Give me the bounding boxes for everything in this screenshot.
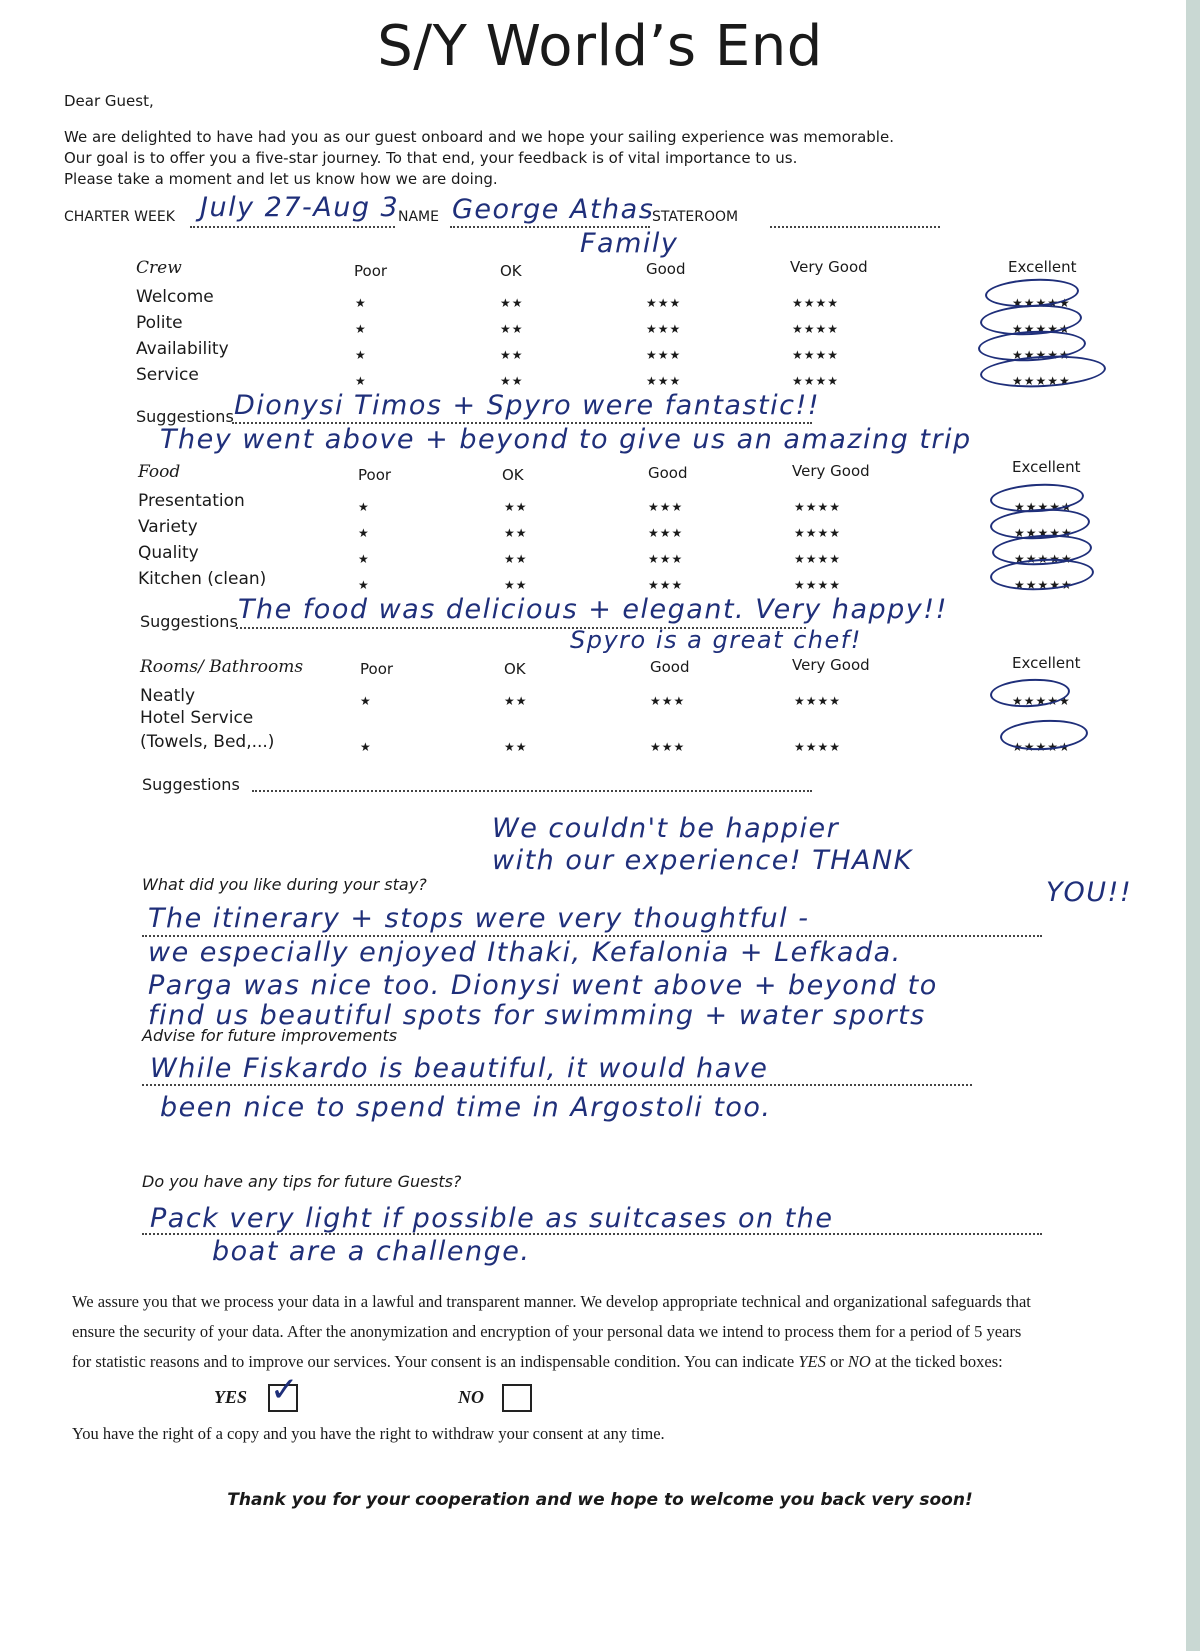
crew-row-4-poor-stars[interactable]: ★ bbox=[355, 374, 367, 388]
food-row-2-poor-stars[interactable]: ★ bbox=[358, 526, 370, 540]
rooms-col-excellent: Excellent bbox=[1012, 654, 1081, 672]
food-item-kitchen: Kitchen (clean) bbox=[138, 569, 267, 589]
name-label: NAME bbox=[398, 209, 439, 225]
consent-line-1: We assure you that we process your data in a lawful and transparent manner. We develop appropriate technical and organizational safeguards that bbox=[72, 1292, 1031, 1311]
stateroom-line[interactable] bbox=[770, 226, 940, 228]
food-col-ok: OK bbox=[502, 466, 524, 484]
food-suggestion-1[interactable]: The food was delicious + elegant. Very happy!! bbox=[238, 594, 948, 625]
food-item-quality: Quality bbox=[138, 543, 199, 563]
yes-label: YES bbox=[214, 1387, 248, 1407]
rooms-heading: Rooms/ Bathrooms bbox=[140, 657, 304, 677]
food-row-3-poor-stars[interactable]: ★ bbox=[358, 552, 370, 566]
rooms-note-line-3[interactable]: YOU!! bbox=[1046, 877, 1133, 908]
improve-question: Advise for future improvements bbox=[142, 1026, 398, 1045]
food-row-4-ok-stars[interactable]: ★★ bbox=[504, 578, 528, 592]
liked-line-1[interactable]: The itinerary + stops were very thoughtful - bbox=[148, 903, 810, 934]
rooms-row-2-ok-stars[interactable]: ★★ bbox=[504, 740, 528, 754]
food-col-excellent: Excellent bbox=[1012, 458, 1081, 476]
crew-item-welcome: Welcome bbox=[136, 287, 214, 307]
tips-question: Do you have any tips for future Guests? bbox=[142, 1172, 462, 1191]
food-col-good: Good bbox=[648, 464, 688, 482]
rooms-row-1-good-stars[interactable]: ★★★ bbox=[650, 694, 686, 708]
crew-row-1-good-stars[interactable]: ★★★ bbox=[646, 296, 682, 310]
rooms-row-1-poor-stars[interactable]: ★ bbox=[360, 694, 372, 708]
crew-row-4-ok-stars[interactable]: ★★ bbox=[500, 374, 524, 388]
consent-inline-yes: YES bbox=[798, 1352, 826, 1371]
charter-week-label: CHARTER WEEK bbox=[64, 209, 175, 225]
charter-week-line bbox=[190, 226, 395, 228]
liked-line-2[interactable]: we especially enjoyed Ithaki, Kefalonia + Lefkada. bbox=[148, 937, 902, 968]
crew-item-service: Service bbox=[136, 365, 199, 385]
yes-check-mark-icon: ✓ bbox=[270, 1370, 299, 1410]
consent-line-3-a: for statistic reasons and to improve our services. Your consent is an indispensable condition. You can indicate bbox=[72, 1352, 795, 1371]
rooms-item-neatly: Neatly bbox=[140, 686, 196, 706]
liked-line-4[interactable]: find us beautiful spots for swimming + water sports bbox=[148, 1000, 926, 1031]
crew-row-3-very-good-stars[interactable]: ★★★★ bbox=[792, 348, 840, 362]
consent-line-2: ensure the security of your data. After the anonymization and encryption of your personal data we intend to process them for a period of 5 years bbox=[72, 1322, 1022, 1341]
intro-line-2: Our goal is to offer you a five-star journey. To that end, your feedback is of vital importance to us. bbox=[64, 149, 798, 167]
rooms-suggestions-line[interactable] bbox=[252, 790, 812, 792]
food-row-1-good-stars[interactable]: ★★★ bbox=[648, 500, 684, 514]
tips-line-2[interactable]: boat are a challenge. bbox=[212, 1236, 531, 1267]
greeting: Dear Guest, bbox=[64, 92, 154, 110]
food-row-2-excellent-stars[interactable]: ★★★★★ bbox=[1014, 526, 1073, 540]
rooms-suggestions-label: Suggestions bbox=[142, 775, 240, 794]
rooms-row-2-very-good-stars[interactable]: ★★★★ bbox=[794, 740, 842, 754]
rooms-row-1-very-good-stars[interactable]: ★★★★ bbox=[794, 694, 842, 708]
crew-row-3-excellent-stars[interactable]: ★★★★★ bbox=[1012, 348, 1071, 362]
rooms-col-ok: OK bbox=[504, 660, 526, 678]
consent-inline-or: or bbox=[829, 1352, 844, 1371]
food-row-4-excellent-stars[interactable]: ★★★★★ bbox=[1014, 578, 1073, 592]
food-row-3-very-good-stars[interactable]: ★★★★ bbox=[794, 552, 842, 566]
crew-row-1-very-good-stars[interactable]: ★★★★ bbox=[792, 296, 840, 310]
crew-suggestions-label: Suggestions bbox=[136, 407, 234, 426]
consent-line-3-b: at the ticked boxes: bbox=[874, 1352, 1003, 1371]
crew-row-1-ok-stars[interactable]: ★★ bbox=[500, 296, 524, 310]
consent-inline-no: NO bbox=[847, 1352, 871, 1371]
crew-row-3-ok-stars[interactable]: ★★ bbox=[500, 348, 524, 362]
food-row-1-very-good-stars[interactable]: ★★★★ bbox=[794, 500, 842, 514]
rooms-item-towels-bed: (Towels, Bed,...) bbox=[140, 732, 275, 752]
food-row-1-poor-stars[interactable]: ★ bbox=[358, 500, 370, 514]
improve-line-1[interactable]: While Fiskardo is beautiful, it would have bbox=[150, 1053, 769, 1084]
food-col-very-good: Very Good bbox=[792, 462, 870, 480]
food-suggestions-label: Suggestions bbox=[140, 612, 238, 631]
rooms-row-1-ok-stars[interactable]: ★★ bbox=[504, 694, 528, 708]
crew-row-2-ok-stars[interactable]: ★★ bbox=[500, 322, 524, 336]
crew-col-ok: OK bbox=[500, 262, 522, 280]
crew-col-good: Good bbox=[646, 260, 686, 278]
crew-row-1-poor-stars[interactable]: ★ bbox=[355, 296, 367, 310]
crew-row-1-excellent-stars[interactable]: ★★★★★ bbox=[1012, 296, 1071, 310]
rooms-col-poor: Poor bbox=[360, 660, 394, 678]
rooms-col-good: Good bbox=[650, 658, 690, 676]
rooms-row-2-good-stars[interactable]: ★★★ bbox=[650, 740, 686, 754]
food-row-2-good-stars[interactable]: ★★★ bbox=[648, 526, 684, 540]
rooms-item-hotel-service: Hotel Service bbox=[140, 708, 254, 728]
crew-row-2-good-stars[interactable]: ★★★ bbox=[646, 322, 682, 336]
crew-row-4-very-good-stars[interactable]: ★★★★ bbox=[792, 374, 840, 388]
food-row-3-good-stars[interactable]: ★★★ bbox=[648, 552, 684, 566]
crew-row-2-excellent-stars[interactable]: ★★★★★ bbox=[1012, 322, 1071, 336]
name-value-2[interactable]: Family bbox=[580, 228, 679, 259]
crew-row-3-good-stars[interactable]: ★★★ bbox=[646, 348, 682, 362]
liked-line-3[interactable]: Parga was nice too. Dionysi went above + beyond to bbox=[148, 970, 938, 1001]
improve-line-rule bbox=[142, 1084, 972, 1086]
rooms-row-1-excellent-stars[interactable]: ★★★★★ bbox=[1012, 694, 1071, 708]
crew-row-3-poor-stars[interactable]: ★ bbox=[355, 348, 367, 362]
no-checkbox[interactable] bbox=[502, 1384, 532, 1412]
food-row-2-ok-stars[interactable]: ★★ bbox=[504, 526, 528, 540]
crew-heading: Crew bbox=[136, 258, 182, 278]
crew-suggestion-1[interactable]: Dionysi Timos + Spyro were fantastic!! bbox=[234, 390, 821, 421]
liked-question: What did you like during your stay? bbox=[142, 875, 427, 894]
food-row-1-ok-stars[interactable]: ★★ bbox=[504, 500, 528, 514]
no-label: NO bbox=[458, 1387, 484, 1407]
intro-line-3: Please take a moment and let us know how we are doing. bbox=[64, 170, 498, 188]
food-heading: Food bbox=[138, 462, 181, 482]
consent-line-3 bbox=[72, 1352, 1003, 1372]
charter-week-value[interactable]: July 27-Aug 3 bbox=[200, 192, 400, 223]
rooms-hotel-service-selection[interactable] bbox=[999, 718, 1088, 753]
rooms-col-very-good: Very Good bbox=[792, 656, 870, 674]
food-item-presentation: Presentation bbox=[138, 491, 245, 511]
scan-edge bbox=[1186, 0, 1200, 1651]
food-row-4-very-good-stars[interactable]: ★★★★ bbox=[794, 578, 842, 592]
crew-col-poor: Poor bbox=[354, 262, 388, 280]
crew-row-2-very-good-stars[interactable]: ★★★★ bbox=[792, 322, 840, 336]
stateroom-label: STATEROOM bbox=[652, 209, 739, 225]
food-row-3-ok-stars[interactable]: ★★ bbox=[504, 552, 528, 566]
consent-rights: You have the right of a copy and you have the right to withdraw your consent at any time. bbox=[72, 1424, 665, 1443]
crew-col-very-good: Very Good bbox=[790, 258, 868, 276]
food-row-1-excellent-stars[interactable]: ★★★★★ bbox=[1014, 500, 1073, 514]
intro-line-1: We are delighted to have had you as our guest onboard and we hope your sailing experience was memorable. bbox=[64, 128, 894, 146]
improve-line-2[interactable]: been nice to spend time in Argostoli too. bbox=[160, 1092, 772, 1123]
crew-suggestion-2[interactable]: They went above + beyond to give us an amazing trip bbox=[160, 424, 972, 455]
food-row-4-good-stars[interactable]: ★★★ bbox=[648, 578, 684, 592]
rooms-row-2-excellent-stars[interactable]: ★★★★★ bbox=[1012, 740, 1071, 754]
crew-item-availability: Availability bbox=[136, 339, 229, 359]
crew-col-excellent: Excellent bbox=[1008, 258, 1077, 276]
crew-row-4-good-stars[interactable]: ★★★ bbox=[646, 374, 682, 388]
closing-message: Thank you for your cooperation and we hope to welcome you back very soon! bbox=[227, 1490, 973, 1510]
food-col-poor: Poor bbox=[358, 466, 392, 484]
food-row-3-excellent-stars[interactable]: ★★★★★ bbox=[1014, 552, 1073, 566]
food-row-2-very-good-stars[interactable]: ★★★★ bbox=[794, 526, 842, 540]
crew-row-4-excellent-stars[interactable]: ★★★★★ bbox=[1012, 374, 1071, 388]
name-value[interactable]: George Athas bbox=[452, 194, 655, 225]
rooms-note-line-1[interactable]: We couldn't be happier bbox=[492, 813, 840, 844]
crew-item-polite: Polite bbox=[136, 313, 183, 333]
food-item-variety: Variety bbox=[138, 517, 198, 537]
tips-line-1[interactable]: Pack very light if possible as suitcases on the bbox=[150, 1203, 834, 1234]
crew-row-2-poor-stars[interactable]: ★ bbox=[355, 322, 367, 336]
rooms-note-line-2[interactable]: with our experience! THANK bbox=[492, 845, 913, 876]
food-row-4-poor-stars[interactable]: ★ bbox=[358, 578, 370, 592]
rooms-row-2-poor-stars[interactable]: ★ bbox=[360, 740, 372, 754]
page-title: S/Y World’s End bbox=[377, 14, 823, 79]
food-suggestion-2[interactable]: Spyro is a great chef! bbox=[570, 626, 862, 654]
